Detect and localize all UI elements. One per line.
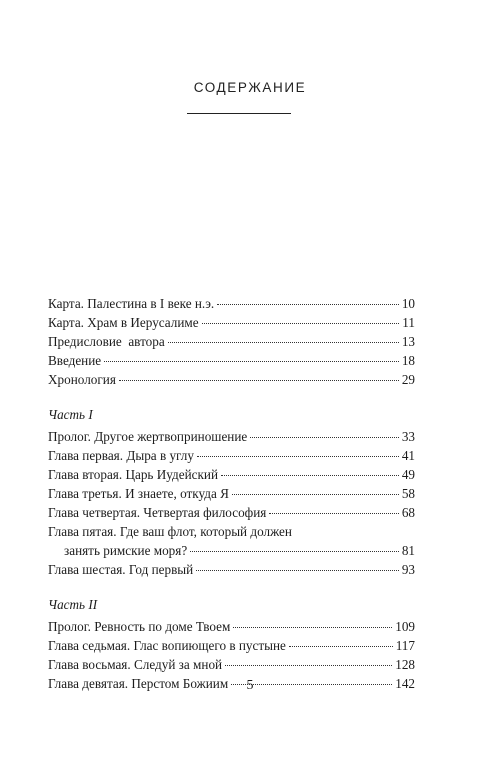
dot-leader: [232, 494, 399, 495]
toc-entry[interactable]: [48, 484, 415, 503]
toc-entry-label: Глава шестая. Год первый: [48, 562, 194, 577]
page-number: 5: [246, 678, 254, 693]
toc-entry[interactable]: [48, 522, 415, 560]
dot-leader: [221, 475, 399, 476]
toc-entry[interactable]: [48, 655, 415, 674]
dot-leader: [233, 627, 392, 628]
toc-entry-label: Пролог. Другое жертвоприношение: [48, 429, 248, 444]
dot-leader: [197, 456, 399, 457]
toc-entry[interactable]: [48, 313, 415, 332]
dot-leader: [289, 646, 393, 647]
toc-entry-label: Глава пятая. Где ваш флот, который должен: [48, 524, 292, 539]
toc-entry-page: 81: [401, 543, 415, 558]
toc-entry-page: 49: [401, 467, 415, 482]
toc-entry-label: Хронология: [48, 372, 116, 387]
dot-leader: [225, 665, 392, 666]
dot-leader: [104, 361, 399, 362]
toc-entry-label: Глава восьмая. Следуй за мной: [48, 657, 223, 672]
toc-entry-page: 29: [401, 372, 415, 387]
toc-entry[interactable]: [48, 636, 415, 655]
toc-entry-label: Глава седьмая. Глас вопиющего в пустыне: [48, 638, 286, 653]
toc-entry-page: 58: [401, 486, 415, 501]
dot-leader: [196, 570, 399, 571]
toc-entry-label: Введение: [48, 353, 102, 368]
part-1-title: Часть I: [48, 407, 93, 422]
toc-entry[interactable]: [48, 351, 415, 370]
toc-entry-page: 13: [401, 334, 415, 349]
front-matter-section: [48, 294, 415, 389]
toc-entry-page: 10: [401, 296, 415, 311]
part-2-title: Часть II: [48, 597, 98, 612]
toc-entry-page: 11: [402, 315, 415, 330]
toc-entry[interactable]: [48, 446, 415, 465]
toc-entry-label: Пролог. Ревность по доме Твоем: [48, 619, 231, 634]
part-1-section: [48, 405, 415, 579]
toc-entry-label: Глава четвертая. Четвертая философия: [48, 505, 267, 520]
dot-leader: [190, 551, 399, 552]
toc-entry-page: 41: [401, 448, 415, 463]
toc-entry[interactable]: [48, 503, 415, 522]
toc-entry[interactable]: [48, 465, 415, 484]
heading-underline: [187, 113, 291, 114]
toc-entry-label: Карта. Храм в Иерусалиме: [48, 315, 199, 330]
dot-leader: [269, 513, 398, 514]
toc-heading: СОДЕРЖАНИЕ: [193, 80, 307, 95]
dot-leader: [250, 437, 399, 438]
dot-leader: [168, 342, 399, 343]
toc-entry[interactable]: [48, 332, 415, 351]
dot-leader: [217, 304, 399, 305]
toc-entry[interactable]: [48, 294, 415, 313]
toc-entry-label: Глава третья. И знаете, откуда Я: [48, 486, 229, 501]
dot-leader: [202, 323, 400, 324]
dot-leader: [119, 380, 399, 381]
toc-entry-page: 33: [401, 429, 415, 444]
toc-entry[interactable]: [48, 560, 415, 579]
toc-entry-page: 93: [401, 562, 415, 577]
toc-entry-label: Глава вторая. Царь Иудейский: [48, 467, 219, 482]
toc-entry-page: 68: [401, 505, 415, 520]
toc-entry-label: Глава девятая. Перстом Божиим: [48, 676, 229, 691]
toc-entry-page: 117: [395, 638, 415, 653]
toc-entry[interactable]: [48, 427, 415, 446]
toc-entry-page: 18: [401, 353, 415, 368]
toc-entry-continuation: [48, 541, 415, 560]
toc-entry[interactable]: [48, 617, 415, 636]
toc-entry-label: Глава первая. Дыра в углу: [48, 448, 194, 463]
toc-entry-label: Карта. Палестина в I веке н.э.: [48, 296, 215, 311]
toc-entry-label: Предисловие автора: [48, 334, 165, 349]
table-of-contents: [48, 294, 415, 693]
toc-entry-page: 109: [395, 619, 415, 634]
toc-entry-page: 128: [395, 657, 415, 672]
toc-entry-label-continuation: занять римские моря?: [64, 543, 188, 558]
toc-entry[interactable]: [48, 370, 415, 389]
toc-entry-page: 142: [395, 676, 415, 691]
